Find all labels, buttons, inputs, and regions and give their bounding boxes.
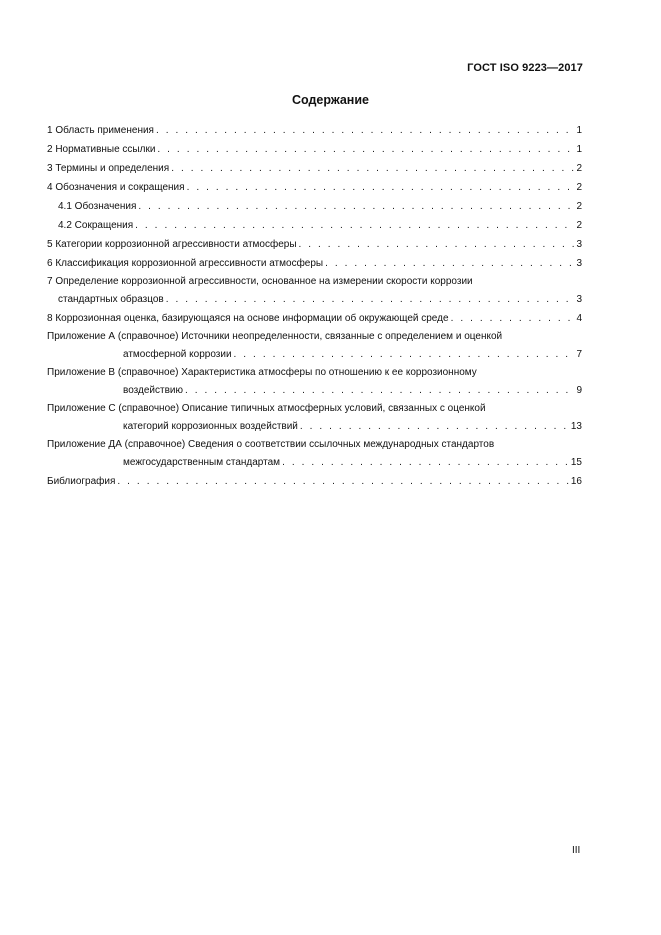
toc-leader-dots xyxy=(282,453,570,472)
toc-entry[interactable] xyxy=(47,235,582,254)
toc-subentry[interactable] xyxy=(47,197,582,216)
toc-entry-page: 7 xyxy=(576,349,582,360)
toc-entry-title: 4 Обозначения и сокращения xyxy=(47,182,185,193)
toc-leader-dots xyxy=(187,178,576,197)
toc-entry-page: 3 xyxy=(576,294,582,305)
toc-entry-page: 16 xyxy=(570,476,582,487)
toc-entry-title: Приложение А (справочное) Источники неопределенности, связанные с определением и оценкой xyxy=(47,331,503,342)
toc-appendix-entry[interactable] xyxy=(47,328,582,364)
toc-appendix-entry[interactable] xyxy=(47,400,582,436)
toc-entry[interactable] xyxy=(47,121,582,140)
toc-entry-title-continued: категорий коррозионных воздействий xyxy=(123,421,298,432)
toc-entry[interactable] xyxy=(47,178,582,197)
toc-leader-dots xyxy=(299,235,576,254)
toc-entry-page: 13 xyxy=(570,421,582,432)
toc-entry-page: 2 xyxy=(576,201,582,212)
toc-leader-dots xyxy=(135,216,575,235)
toc-entry-title: Приложение С (справочное) Описание типичных атмосферных условий, связанных с оценкой xyxy=(47,403,486,414)
toc-entry-title: 4.2 Сокращения xyxy=(58,220,134,231)
toc-entry-title-continued: стандартных образцов xyxy=(58,294,164,305)
toc-entry-title: 3 Термины и определения xyxy=(47,163,170,174)
toc-appendix-entry[interactable] xyxy=(47,436,582,472)
toc-leader-dots xyxy=(234,345,576,364)
standard-code: ГОСТ ISO 9223—2017 xyxy=(467,62,583,74)
toc-bibliography-entry[interactable] xyxy=(47,472,582,491)
toc-leader-dots xyxy=(300,417,570,436)
page-number: III xyxy=(572,845,581,856)
toc-entry-title-continued: межгосударственным стандартам xyxy=(123,457,281,468)
toc-entry-title: 5 Категории коррозионной агрессивности атмосферы xyxy=(47,239,297,250)
toc-leader-dots xyxy=(171,159,575,178)
toc-entry-title: 2 Нормативные ссылки xyxy=(47,144,156,155)
toc-subentry[interactable] xyxy=(47,216,582,235)
toc-leader-dots xyxy=(138,197,575,216)
toc-appendix-entry[interactable] xyxy=(47,364,582,400)
toc-leader-dots xyxy=(157,140,575,159)
toc-entry-page: 4 xyxy=(576,313,582,324)
toc-entry-title: 1 Область применения xyxy=(47,125,154,136)
toc-entry-title: Приложение ДА (справочное) Сведения о соответствии ссылочных международных стандартов xyxy=(47,439,495,450)
table-of-contents xyxy=(47,121,582,491)
toc-leader-dots xyxy=(166,290,576,309)
toc-entry-page: 2 xyxy=(576,220,582,231)
toc-entry[interactable] xyxy=(47,273,582,309)
toc-entry-page: 3 xyxy=(576,258,582,269)
toc-entry[interactable] xyxy=(47,159,582,178)
toc-entry-title-continued: атмосферной коррозии xyxy=(123,349,232,360)
toc-entry-page: 1 xyxy=(576,144,582,155)
toc-entry-page: 3 xyxy=(576,239,582,250)
toc-leader-dots xyxy=(185,381,575,400)
toc-entry[interactable] xyxy=(47,254,582,273)
toc-entry-title: 6 Классификация коррозионной агрессивности атмосферы xyxy=(47,258,324,269)
toc-entry-page: 1 xyxy=(576,125,582,136)
toc-entry-title-continued: воздействию xyxy=(123,385,183,396)
toc-entry-title: 7 Определение коррозионной агрессивности, основанное на измерении скорости коррозии xyxy=(47,276,473,287)
toc-leader-dots xyxy=(156,121,575,140)
toc-entry-page: 9 xyxy=(576,385,582,396)
toc-entry-page: 15 xyxy=(570,457,582,468)
toc-entry-page: 2 xyxy=(576,163,582,174)
toc-entry-title: Приложение В (справочное) Характеристика атмосферы по отношению к ее коррозионному xyxy=(47,367,477,378)
toc-entry-title: 4.1 Обозначения xyxy=(58,201,137,212)
toc-entry-title: 8 Коррозионная оценка, базирующаяся на основе информации об окружающей среде xyxy=(47,313,449,324)
toc-entry-page: 2 xyxy=(576,182,582,193)
toc-leader-dots xyxy=(451,309,576,328)
toc-leader-dots xyxy=(117,472,569,491)
toc-leader-dots xyxy=(325,254,575,273)
toc-title: Содержание xyxy=(291,93,369,107)
toc-entry-title: Библиография xyxy=(47,476,116,487)
toc-entry[interactable] xyxy=(47,309,582,328)
toc-entry[interactable] xyxy=(47,140,582,159)
